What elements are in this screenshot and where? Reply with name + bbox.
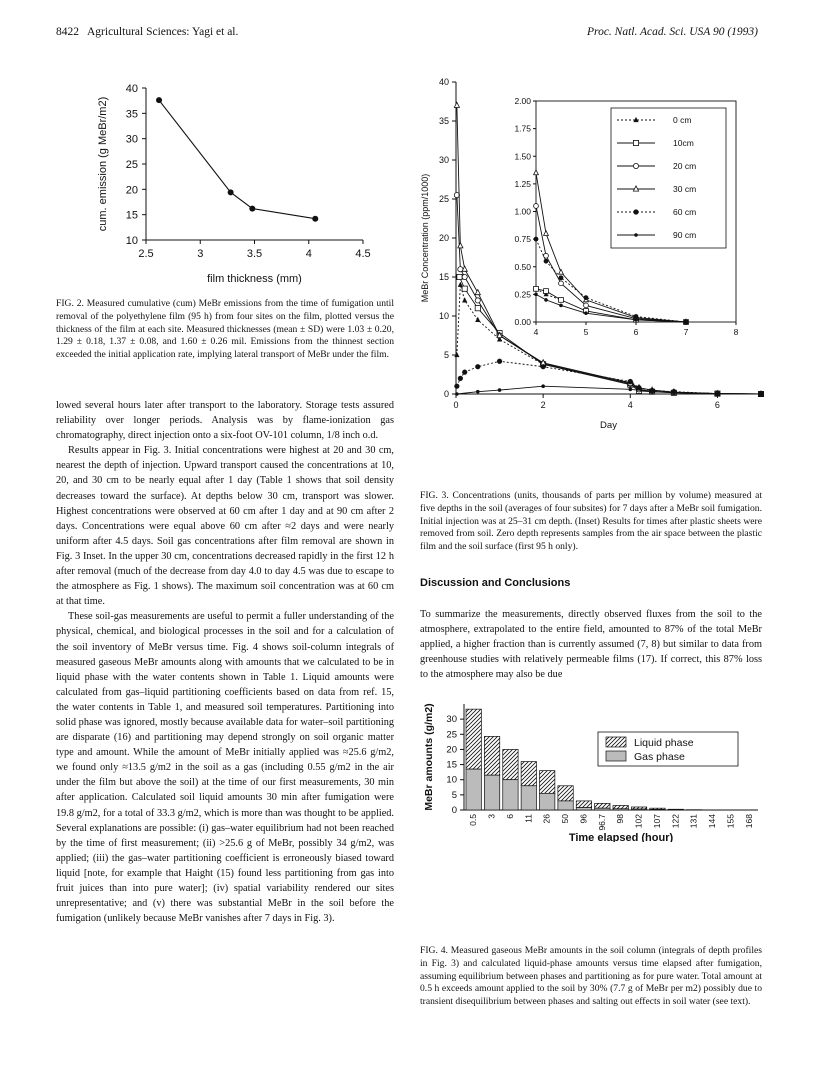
legend-label: 30 cm <box>673 184 697 194</box>
x-tick-label: 107 <box>651 814 662 829</box>
inset-series-point <box>534 293 538 297</box>
series-point <box>628 388 632 392</box>
series-point <box>475 306 480 311</box>
bar-liquid <box>558 786 573 801</box>
bar-liquid <box>595 803 610 808</box>
series-point <box>498 388 502 392</box>
bar-gas <box>631 809 646 810</box>
x-tick-label: 98 <box>615 814 626 824</box>
bar-gas <box>466 769 481 810</box>
x-tick-label: 3 <box>486 814 497 819</box>
left-column-body <box>56 398 394 926</box>
legend-label: 10cm <box>673 138 694 148</box>
x-tick-label: 11 <box>523 814 534 823</box>
legend-marker <box>633 140 638 145</box>
legend-label: 60 cm <box>673 207 697 217</box>
bar-gas <box>503 780 518 810</box>
legend-swatch-gas <box>606 751 626 761</box>
data-point <box>228 189 234 195</box>
x-tick-label: 4 <box>305 248 312 260</box>
paragraph-1: lowed several hours later after transport to the laboratory. Storage tests assured reliability over longer periods. Analysis was by flame-ionization gas chromatography, direct injection onto a six-foot OV-101 column, 1/8 inch o.d. <box>56 400 394 442</box>
y-tick-label: 10 <box>438 311 449 321</box>
x-tick-label: 26 <box>541 814 552 824</box>
series-point <box>636 385 641 390</box>
fig4-caption: FIG. 4. Measured gaseous MeBr amounts in the soil column (integrals of depth profiles in Fig. 3) and calculated liquid-phase amounts versus time elapsed after fumigation, assuming equilibrium between phases and partitioning as for pure water. Total amount at 0.5 h exceeds amount applied to the soil by 30% (7.7 g of MeBr per m2) possibly due to transient disequilibrium between phases and salting out effects in soil water (see text). <box>420 945 762 1008</box>
series-point <box>462 286 467 291</box>
y-tick-label: 15 <box>438 272 449 282</box>
bar-gas <box>540 793 555 810</box>
inset-y-tick-label: 2.00 <box>514 96 531 106</box>
series-point <box>541 384 545 388</box>
bar-gas <box>576 808 591 810</box>
y-tick-label: 25 <box>125 159 138 171</box>
y-axis-label: cum. emission (g MeBr/m2) <box>97 96 109 232</box>
x-tick-label: 122 <box>670 814 681 829</box>
inset-x-tick-label: 4 <box>533 327 539 337</box>
inset-x-tick-label: 7 <box>683 327 689 337</box>
x-tick-label: 6 <box>504 814 515 819</box>
y-tick-label: 40 <box>438 78 449 87</box>
fig4-chart <box>420 702 765 842</box>
journal-citation: Proc. Natl. Acad. Sci. USA 90 (1993) <box>587 26 758 38</box>
y-tick-label: 20 <box>446 744 457 756</box>
inset-y-tick-label: 1.25 <box>514 178 531 189</box>
legend-label: 20 cm <box>673 161 697 171</box>
inset-y-tick-label: 1.00 <box>514 206 531 217</box>
x-tick-label: 3 <box>197 248 204 260</box>
y-tick-label: 0 <box>451 805 457 816</box>
fig3-caption: FIG. 3. Concentrations (units, thousands of parts per million by volume) measured at five depths in the soil (averages of four subsites) for 7 days after a MeBr soil fumigation. Initial injection was at 25–31 cm depth. (Inset) Results for times after plastic sheets were removed from soil. Zero depth represents samples from the air space between the plastic film and the soil surface (first 95 h only). <box>420 490 762 553</box>
x-tick-label: 3.5 <box>246 248 263 260</box>
series-point <box>457 274 462 279</box>
y-tick-label: 20 <box>438 233 449 243</box>
running-title: Agricultural Sciences: Yagi et al. <box>87 26 239 38</box>
inset-series-point <box>584 303 589 308</box>
y-tick-label: 40 <box>125 83 138 95</box>
legend-marker <box>633 163 638 168</box>
legend-marker <box>634 233 638 237</box>
running-header-left <box>56 26 238 38</box>
inset-series-point <box>559 281 564 286</box>
bar-liquid <box>540 771 555 794</box>
bar-liquid <box>521 762 536 786</box>
bar-liquid <box>613 805 628 808</box>
y-tick-label: 30 <box>446 714 457 726</box>
series-point <box>462 274 467 279</box>
page-number: 8422 <box>56 26 79 38</box>
x-tick-label: 96 <box>578 814 589 824</box>
series-point <box>541 364 546 369</box>
y-tick-label: 5 <box>443 350 449 360</box>
legend-marker <box>633 209 638 214</box>
y-tick-label: 20 <box>125 184 138 197</box>
legend-label: Liquid phase <box>634 737 694 749</box>
legend-label: 90 cm <box>673 230 697 240</box>
y-axis-label: MeBr amounts (g/m2) <box>423 703 435 811</box>
x-axis-label: Time elapsed (hour) <box>568 832 674 842</box>
inset-series-point <box>559 275 564 280</box>
y-tick-label: 0 <box>443 389 449 399</box>
legend-swatch-liquid <box>606 737 626 747</box>
series-point <box>475 290 480 295</box>
y-tick-label: 10 <box>446 774 457 786</box>
x-tick-label: 155 <box>725 814 736 829</box>
inset-x-tick-label: 8 <box>733 327 739 337</box>
y-tick-label: 5 <box>451 789 457 801</box>
x-tick-label: 96.7 <box>596 814 607 831</box>
inset-y-tick-label: 1.75 <box>514 123 531 134</box>
paragraph-2: Results appear in Fig. 3. Initial concentrations were highest at 20 and 30 cm, nearest the depth of injection. Upward transport caused the concentrations at 10, 20, and 30 cm to be nearly equal after 1 day (Table 1 shows that soil density decreases toward the surface). At depths below 30 cm, transport was slower. Highest concentrations were observed at 60 cm after 1 day and at 90 cm after 2 days. Concentrations were equal above 60 cm after ≈2 days and were nearly uniform after 4.5 days. Soil gas concentrations after film removal are shown in Fig. 3 Inset. In the upper 30 cm, concentrations decreased rapidly in the first 12 h after removal (much of the decrease from day 4.0 to day 4.5 was due to escape to the atmosphere as Fig. 1 shows). The maximum soil concentration was at 60 cm at that time. <box>56 445 394 608</box>
y-tick-label: 10 <box>125 235 138 247</box>
inset-series-point <box>544 259 549 264</box>
inset-x-tick-label: 5 <box>583 327 589 337</box>
inset-y-tick-label: 1.50 <box>514 151 531 162</box>
series-point <box>458 376 463 381</box>
x-axis-label: film thickness (mm) <box>207 273 302 285</box>
inset-series-point <box>684 320 688 324</box>
series-point <box>458 243 463 248</box>
inset-series-point <box>534 286 539 291</box>
series-point <box>628 379 633 384</box>
series-point <box>716 392 720 396</box>
x-tick-label: 144 <box>707 814 718 829</box>
data-point <box>156 97 162 103</box>
series-point <box>497 359 502 364</box>
bar-gas <box>595 808 610 810</box>
series-point <box>454 384 459 389</box>
bar-gas <box>521 786 536 810</box>
x-tick-label: 4 <box>627 400 633 410</box>
paragraph-3: These soil-gas measurements are useful to permit a fuller understanding of the physical, chemical, and biological processes in the soil and for a calculation of the soil inventory of MeBr versus time. Fig. 4 shows soil-column integrals of measured gaseous MeBr amounts along with amounts that we calculated to be in liquid phase with the water contents shown in Table 1. Liquid amounts were calculated from gas–liquid partitioning coefficients based on data from ref. 15, the water contents in Table 1, and measured soil temperatures. Partitioning into solid phase was ignored, mostly because available data for water–soil partitioning are disparate (16) and partitioning may depend strongly on soil organic matter type and amount. While the amount of MeBr initially applied was ≈25.6 g/m2, we found only ≈13.5 g/m2 in the soil as a gas (including 0.55 g/m2 in the air under the film but above the soil) at the time of our first measurements, 30 min after application. Calculated soil liquid amounts 30 min after fumigation were 19.8 g/m2, for a total of 33.3 g/m2, which is more than was thought to be applied. Several explanations are possible: (i) gas–water equilibrium had not been reached by the time of first measurement; (ii) >25.6 g of MeBr, possibly 34 g/m2, was applied; (iii) the gas–water partitioning coefficient is erroneously biased toward liquid [note, for example that Haight (15) found less partitioning from gas into fruit juices than into pure water]; (iv) spatial variability rendered our sites unrepresentative; and (v) there was substantial MeBr in the soil before the fumigation (unlikely because MeBr vanishes after 7 days in Fig. 3). <box>56 611 394 925</box>
data-point <box>312 216 318 222</box>
x-tick-label: 2.5 <box>138 248 154 260</box>
x-tick-label: 2 <box>540 400 546 410</box>
inset-series-point <box>544 289 549 294</box>
discussion-section <box>420 576 762 683</box>
discussion-text: To summarize the measurements, directly observed fluxes from the soil to the atmosphere, extrapolated to the entire field, amounted to 87% of the total MeBr applied, a higher fraction than is currently assumed (7, 8) but similar to data from greenhouse studies with relatively permeable films (17). If correct, this 87% loss to the atmosphere may also be due <box>420 609 762 681</box>
inset-series-point <box>584 311 588 315</box>
legend-box <box>611 108 726 248</box>
series-point <box>462 297 467 302</box>
bar-gas <box>484 775 499 810</box>
data-line <box>159 100 315 219</box>
y-tick-label: 35 <box>125 108 138 121</box>
x-tick-label: 131 <box>688 814 699 829</box>
series-point <box>475 317 480 322</box>
inset-y-tick-label: 0.75 <box>514 234 531 245</box>
bar-liquid <box>576 801 591 808</box>
y-tick-label: 15 <box>125 209 138 222</box>
legend-label: Gas phase <box>634 751 685 763</box>
y-tick-label: 30 <box>125 133 138 146</box>
x-tick-label: 50 <box>560 814 571 824</box>
bar-gas <box>613 809 628 810</box>
bar-liquid <box>503 749 518 779</box>
inset-series-point <box>634 318 638 322</box>
inset-series-point <box>584 295 589 300</box>
x-tick-label: 6 <box>714 400 720 410</box>
x-tick-label: 0 <box>453 400 459 410</box>
inset-series-point <box>559 298 564 303</box>
bar-gas <box>650 809 665 810</box>
inset-series-point <box>534 204 539 209</box>
inset-series-point <box>559 304 563 308</box>
y-axis-label: MeBr Concentration (ppm/1000) <box>420 173 430 303</box>
x-tick-label: 0.5 <box>468 814 479 826</box>
legend-label: 0 cm <box>673 115 692 125</box>
inset-y-tick-label: 0.50 <box>514 261 531 272</box>
series-point <box>476 390 480 394</box>
y-tick-label: 35 <box>438 116 449 126</box>
series-point <box>759 392 763 396</box>
inset-y-tick-label: 0.25 <box>514 289 531 300</box>
inset-series-point <box>544 298 548 302</box>
inset-series-point <box>534 237 539 242</box>
series-point <box>672 391 676 395</box>
y-tick-label: 15 <box>446 759 457 771</box>
data-point <box>249 206 255 212</box>
series-point <box>454 102 459 107</box>
inset-x-tick-label: 6 <box>633 327 639 337</box>
bar-gas <box>558 801 573 810</box>
series-point <box>455 392 459 396</box>
x-axis-label: Day <box>600 420 617 431</box>
x-tick-label: 4.5 <box>355 248 371 260</box>
y-tick-label: 25 <box>446 729 457 741</box>
bar-liquid <box>466 709 481 769</box>
series-point <box>475 364 480 369</box>
series-point <box>475 298 480 303</box>
fig3-chart <box>416 78 766 478</box>
inset-y-tick-label: 0.00 <box>514 317 531 327</box>
x-tick-label: 102 <box>633 814 644 829</box>
series-point <box>650 390 654 394</box>
x-tick-label: 168 <box>743 814 754 829</box>
bar-liquid <box>484 736 499 775</box>
fig2-caption: FIG. 2. Measured cumulative (cum) MeBr emissions from the time of fumigation until removal of the polyethylene film (95 h) from four sites on the film, plotted versus the thickness of the film at each site. Measured thicknesses (mean ± SD) were 1.03 ± 0.20, 1.29 ± 0.18, 1.37 ± 0.08, and 1.60 ± 0.26 mil. Emissions from the thinnest section exceeded the initial application rate, implying lateral transport of MeBr under the film. <box>56 298 394 361</box>
y-tick-label: 25 <box>438 194 449 204</box>
section-heading: Discussion and Conclusions <box>420 577 571 589</box>
fig2-chart <box>88 78 378 298</box>
series-point <box>462 370 467 375</box>
y-tick-label: 30 <box>438 155 449 165</box>
